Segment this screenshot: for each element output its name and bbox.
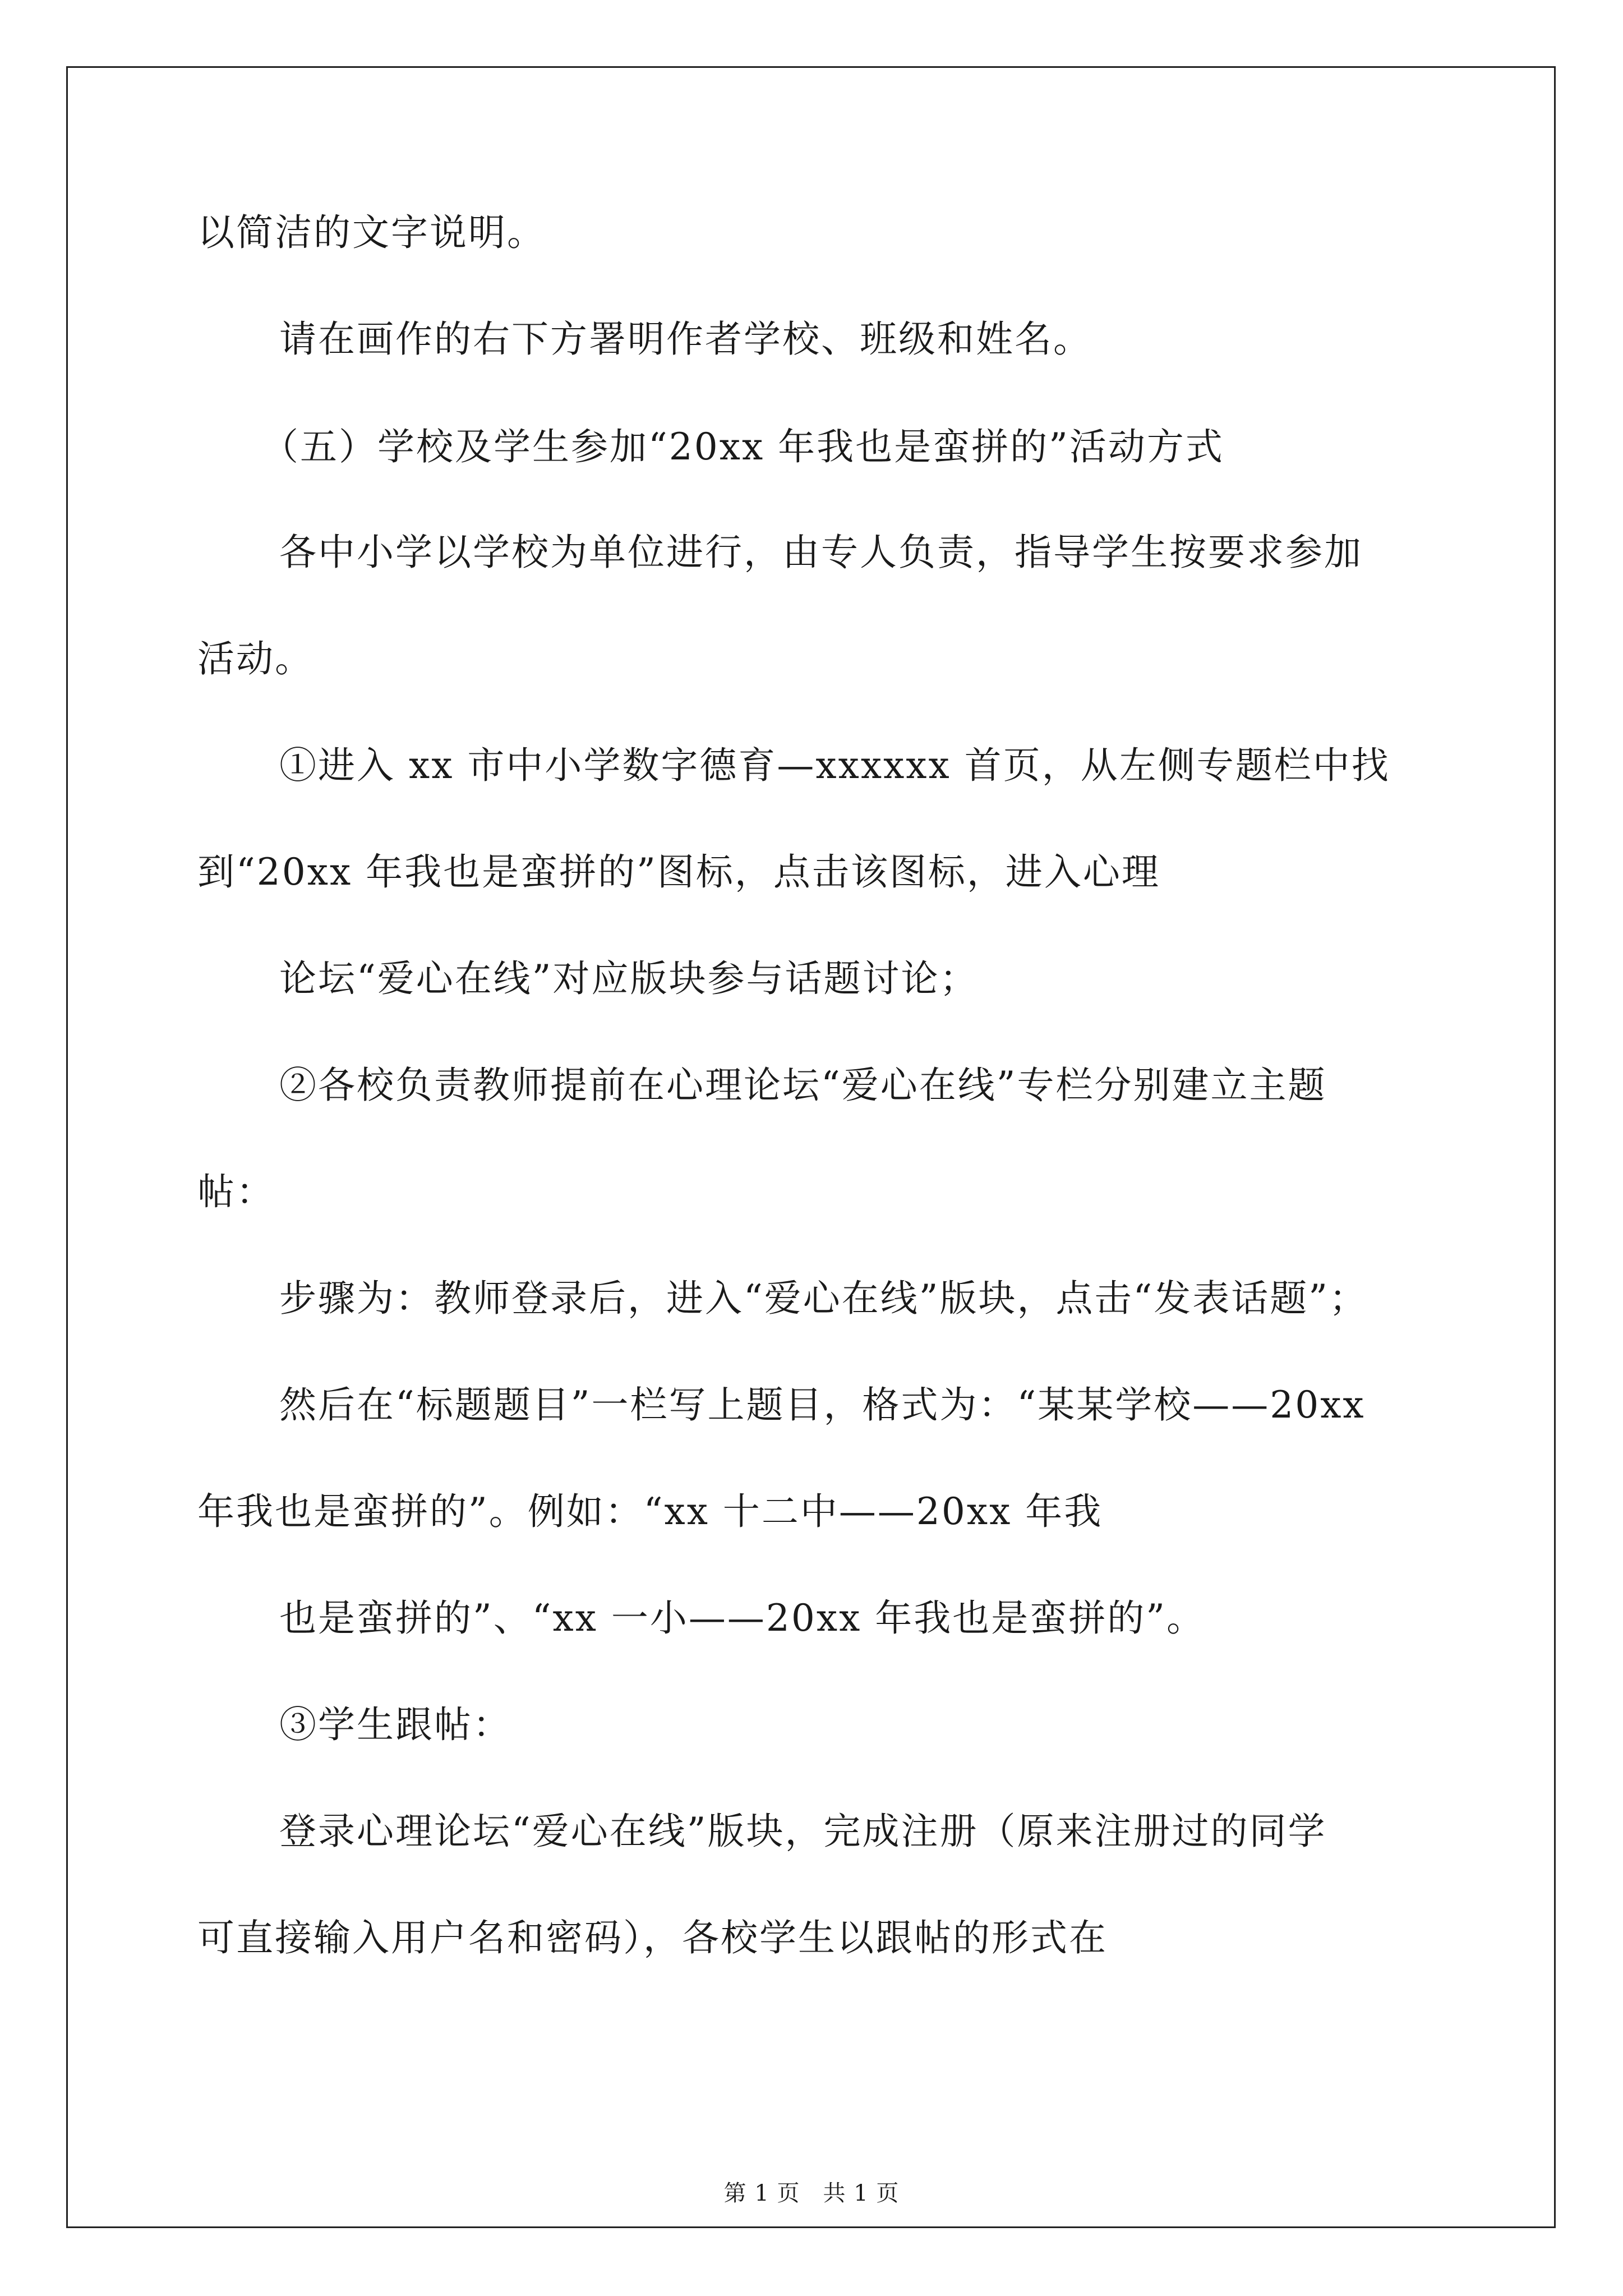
text-line-12: 然后在“标题题目”一栏写上题目，格式为：“某某学校——20xx [279,1383,1366,1427]
text-line-11: 步骤为：教师登录后，进入“爱心在线”版块，点击“发表话题”； [279,1277,1368,1320]
text-line-5: 活动。 [197,637,313,680]
section-heading: （五）学校及学生参加“20xx 年我也是蛮拼的”活动方式 [261,425,1224,468]
step-2-line-1: ②各校负责教师提前在心理论坛“爱心在线”专栏分别建立主题 [279,1064,1327,1107]
step-3-line-2: 登录心理论坛“爱心在线”版块，完成注册（原来注册过的同学 [279,1810,1327,1853]
text-line-13: 年我也是蛮拼的”。例如：“xx 十二中——20xx 年我 [197,1490,1103,1533]
page-number-footer: 第 1 页 共 1 页 [723,2180,900,2206]
text-line-2: 请在画作的右下方署明作者学校、班级和姓名。 [279,318,1092,361]
step-2-line-2: 帖： [197,1170,275,1213]
text-line-14: 也是蛮拼的”、“xx 一小——20xx 年我也是蛮拼的”。 [279,1596,1206,1640]
step-1-line-2: 到“20xx 年我也是蛮拼的”图标，点击该图标，进入心理 [197,850,1160,894]
step-1-line-1: ①进入 xx 市中小学数字德育—xxxxxx 首页，从左侧专题栏中找 [279,744,1390,787]
step-1-line-3: 论坛“爱心在线”对应版块参与话题讨论； [279,957,979,1000]
page-border [66,66,1556,2228]
step-3-line-3: 可直接输入用户名和密码），各校学生以跟帖的形式在 [197,1916,1108,1959]
text-line-4: 各中小学以学校为单位进行，由专人负责，指导学生按要求参加 [279,531,1363,574]
step-3-line-1: ③学生跟帖： [279,1703,511,1746]
text-line-1: 以简洁的文字说明。 [197,211,546,254]
